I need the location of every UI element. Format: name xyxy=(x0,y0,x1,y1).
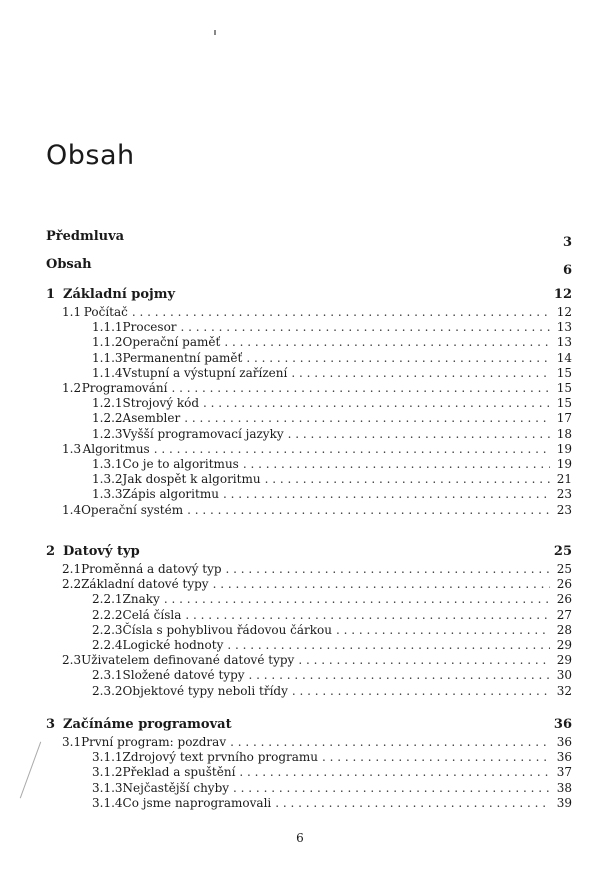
toc-subsection-row[interactable] xyxy=(92,487,572,501)
page-title: Obsah xyxy=(46,140,135,171)
toc-title: Zápis algoritmu xyxy=(122,487,219,502)
toc-title: Čísla s pohyblivou řádovou čárkou xyxy=(122,622,333,637)
toc-number: 1.3.2 xyxy=(92,472,123,487)
toc-page-number: 26 xyxy=(556,577,572,592)
toc-page-number: 15 xyxy=(556,381,572,395)
toc-page-number: 19 xyxy=(556,441,572,456)
toc-title: Co je to algoritmus xyxy=(122,457,239,471)
toc-number: 1.1 xyxy=(62,305,82,319)
toc-title: Začínáme programovat xyxy=(63,717,232,732)
toc-chapter-row[interactable] xyxy=(46,545,572,559)
page-number: 6 xyxy=(296,831,304,845)
toc-dot-leader xyxy=(184,411,550,425)
toc-page-number: 14 xyxy=(556,350,572,365)
toc-page-number: 6 xyxy=(562,263,572,278)
toc-dot-leader xyxy=(288,427,550,441)
toc-page-number: 29 xyxy=(556,653,572,668)
toc-front-row[interactable] xyxy=(46,257,572,278)
toc-dot-leader xyxy=(223,487,550,501)
toc-subsection-row[interactable] xyxy=(92,472,572,486)
toc-section-row[interactable] xyxy=(62,305,572,319)
toc-number: 1.1.4 xyxy=(92,365,123,380)
toc-subsection-row[interactable] xyxy=(92,592,572,606)
toc-page-number: 18 xyxy=(556,426,572,441)
toc-subsection-row[interactable] xyxy=(92,623,572,637)
toc-number: 3.1 xyxy=(62,735,82,749)
toc-number: 2.3 xyxy=(62,653,82,668)
toc-dot-leader xyxy=(298,653,550,667)
toc-chapter-row[interactable] xyxy=(46,718,572,732)
toc-title: Jak dospět k algoritmu xyxy=(122,472,261,487)
toc-page-number: 27 xyxy=(556,607,572,622)
toc-page-number: 13 xyxy=(556,335,572,350)
toc-number: 3.1.2 xyxy=(92,765,123,780)
toc-subsection-row[interactable] xyxy=(92,411,572,425)
toc-number: 3.1.4 xyxy=(92,795,123,810)
toc-page-number: 29 xyxy=(556,638,572,652)
toc-page-number: 3 xyxy=(562,235,572,250)
toc-title: Datový typ xyxy=(63,544,140,559)
toc-subsection-row[interactable] xyxy=(92,796,572,810)
toc-page-number: 32 xyxy=(556,683,572,698)
toc-dot-leader xyxy=(154,442,550,456)
toc-subsection-row[interactable] xyxy=(92,638,572,652)
toc-title: Uživatelem definované datové typy xyxy=(81,653,295,668)
toc-dot-leader xyxy=(213,577,550,591)
toc-number: 3 xyxy=(46,717,56,732)
toc-title: Předmluva xyxy=(46,229,125,244)
toc-title: Operační paměť xyxy=(122,335,221,350)
toc-number: 1.3.3 xyxy=(92,487,123,502)
toc-number: 2.2.4 xyxy=(92,638,123,652)
toc-dot-leader xyxy=(249,668,550,682)
toc-page-number: 30 xyxy=(556,668,572,683)
toc-page-number: 38 xyxy=(556,780,572,795)
toc-page-number: 25 xyxy=(556,562,572,576)
toc-subsection-row[interactable] xyxy=(92,781,572,795)
toc-dot-leader xyxy=(203,396,550,410)
scan-mark xyxy=(214,30,216,35)
toc-number: 1.2.3 xyxy=(92,426,123,441)
toc-title: Vstupní a výstupní zařízení xyxy=(122,365,288,380)
toc-title: Vyšší programovací jazyky xyxy=(122,426,284,441)
toc-dot-leader xyxy=(132,305,550,319)
toc-page-number: 23 xyxy=(556,502,572,517)
toc-number: 2.2.2 xyxy=(92,607,123,622)
toc-subsection-row[interactable] xyxy=(92,335,572,349)
toc-subsection-row[interactable] xyxy=(92,457,572,471)
toc-number: 2.3.1 xyxy=(92,668,123,683)
toc-number: 3.1.3 xyxy=(92,780,123,795)
toc-page-number: 36 xyxy=(556,735,572,749)
toc-page-number: 26 xyxy=(556,592,572,607)
toc-dot-leader xyxy=(233,781,550,795)
toc-page-number: 23 xyxy=(556,487,572,502)
toc-page-number: 17 xyxy=(556,411,572,426)
toc-section-row[interactable] xyxy=(62,503,572,517)
toc-title: Permanentní paměť xyxy=(122,350,243,365)
toc-page-number: 39 xyxy=(556,795,572,810)
toc-section-row[interactable] xyxy=(62,381,572,395)
toc-subsection-row[interactable] xyxy=(92,320,572,334)
toc-page-number: 12 xyxy=(553,287,572,302)
toc-subsection-row[interactable] xyxy=(92,668,572,682)
toc-dot-leader xyxy=(164,592,550,606)
toc-page-number: 12 xyxy=(556,305,572,319)
toc-title: Asembler xyxy=(122,411,181,426)
toc-number: 2.2.3 xyxy=(92,622,123,637)
toc-title: Objektové typy neboli třídy xyxy=(122,683,288,698)
toc-page-number: 25 xyxy=(553,544,572,559)
toc-number: 3.1.1 xyxy=(92,750,123,765)
toc-subsection-row[interactable] xyxy=(92,750,572,764)
toc-dot-leader xyxy=(187,503,550,517)
toc-number: 1.2.2 xyxy=(92,411,123,426)
toc-title: Operační systém xyxy=(81,502,184,517)
toc-title: Celá čísla xyxy=(122,607,182,622)
toc-title: Nejčastější chyby xyxy=(122,780,230,795)
toc-section-row[interactable] xyxy=(62,562,572,576)
toc-number: 1.4 xyxy=(62,502,82,517)
toc-number: 1 xyxy=(46,287,56,302)
toc-title: Procesor xyxy=(122,320,177,335)
toc-dot-leader xyxy=(224,335,550,349)
toc-page-number: 28 xyxy=(556,622,572,637)
toc-title: Základní datové typy xyxy=(81,577,209,592)
toc-page-number: 36 xyxy=(553,717,572,732)
toc-title: Logické hodnoty xyxy=(122,638,224,652)
toc-subsection-row[interactable] xyxy=(92,427,572,441)
toc-title: Strojový kód xyxy=(122,396,200,411)
toc-dot-leader xyxy=(227,638,550,652)
toc-page-number: 15 xyxy=(556,396,572,411)
toc-number: 2.2 xyxy=(62,577,82,592)
toc-dot-leader xyxy=(185,608,550,622)
toc-page-number: 13 xyxy=(556,320,572,335)
toc-number: 1.1.1 xyxy=(92,320,123,335)
toc-number: 1.1.3 xyxy=(92,350,123,365)
toc-number: 1.2 xyxy=(62,381,82,395)
toc-number: 1.3 xyxy=(62,441,82,456)
toc-dot-leader xyxy=(291,366,550,380)
scan-mark xyxy=(20,742,41,799)
toc-subsection-row[interactable] xyxy=(92,366,572,380)
toc-title: Znaky xyxy=(122,592,160,607)
toc-page-number: 21 xyxy=(556,472,572,487)
toc-title: Algoritmus xyxy=(82,441,150,456)
toc-dot-leader xyxy=(239,765,550,779)
toc-subsection-row[interactable] xyxy=(92,765,572,779)
toc-number: 2.1 xyxy=(62,562,82,576)
toc-section-row[interactable] xyxy=(62,735,572,749)
toc-dot-leader xyxy=(265,472,550,486)
toc-title: Obsah xyxy=(46,257,92,272)
toc-number: 1.3.1 xyxy=(92,457,123,471)
toc-section-row[interactable] xyxy=(62,577,572,591)
toc-number: 1.1.2 xyxy=(92,335,123,350)
toc-page-number: 37 xyxy=(556,765,572,780)
toc-title: Programování xyxy=(81,381,168,395)
toc-front-row[interactable] xyxy=(46,229,572,250)
toc-dot-leader xyxy=(246,351,550,365)
toc-dot-leader xyxy=(171,381,550,395)
toc-section-row[interactable] xyxy=(62,653,572,667)
toc-subsection-row[interactable] xyxy=(92,608,572,622)
toc-page-number: 15 xyxy=(556,365,572,380)
toc-page-number: 19 xyxy=(556,457,572,471)
toc-number: 2.3.2 xyxy=(92,683,123,698)
toc-dot-leader xyxy=(322,750,550,764)
toc-dot-leader xyxy=(226,562,550,576)
toc-number: 1.2.1 xyxy=(92,396,123,411)
toc-dot-leader xyxy=(230,735,550,749)
toc-subsection-row[interactable] xyxy=(92,684,572,698)
toc-dot-leader xyxy=(243,457,550,471)
toc-number: 2 xyxy=(46,544,56,559)
toc-title: Složené datové typy xyxy=(122,668,245,683)
toc-title: Proměnná a datový typ xyxy=(81,562,222,576)
toc-dot-leader xyxy=(181,320,550,334)
toc-page-number: 36 xyxy=(556,750,572,765)
toc-title: Překlad a spuštění xyxy=(122,765,236,780)
toc-number: 2.2.1 xyxy=(92,592,123,607)
toc-dot-leader xyxy=(292,684,550,698)
toc-title: Základní pojmy xyxy=(63,287,176,302)
toc-title: Počítač xyxy=(83,305,128,319)
toc-title: Zdrojový text prvního programu xyxy=(122,750,319,765)
toc-subsection-row[interactable] xyxy=(92,351,572,365)
toc-dot-leader xyxy=(275,796,550,810)
toc-section-row[interactable] xyxy=(62,442,572,456)
toc-chapter-row[interactable] xyxy=(46,288,572,302)
toc-title: První program: pozdrav xyxy=(81,735,227,749)
toc-dot-leader xyxy=(336,623,550,637)
toc-title: Co jsme naprogramovali xyxy=(122,795,272,810)
toc-subsection-row[interactable] xyxy=(92,396,572,410)
